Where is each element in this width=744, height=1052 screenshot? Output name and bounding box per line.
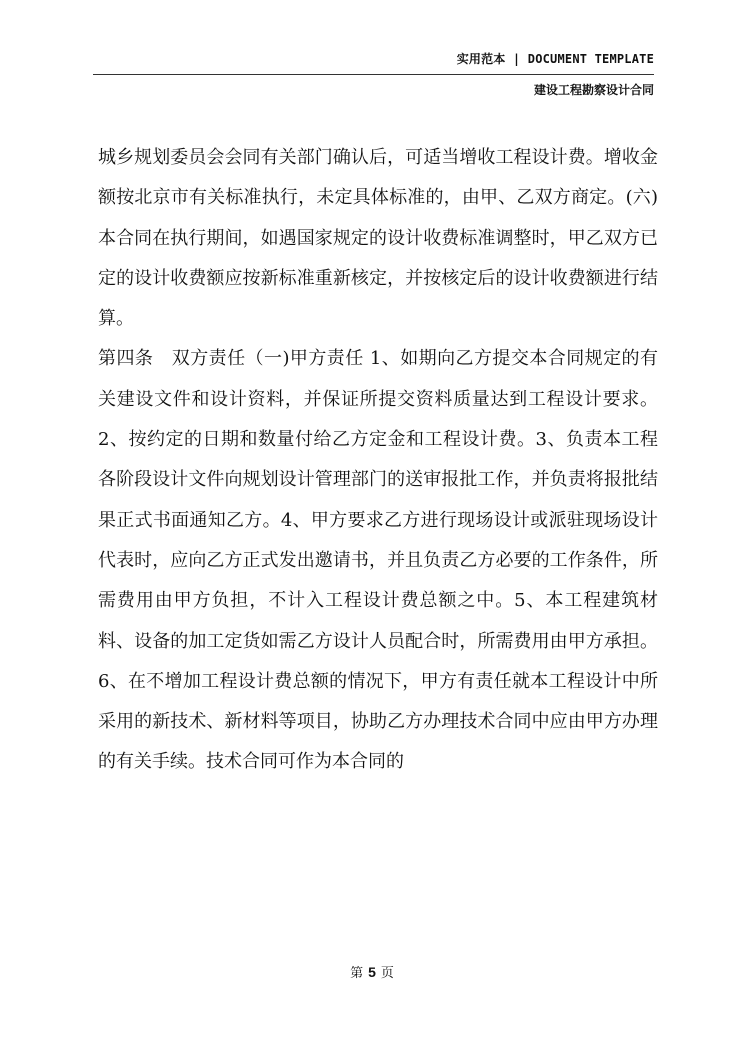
header-brand: 实用范本 | DOCUMENT TEMPLATE <box>456 52 654 66</box>
page-number: 5 <box>368 964 376 980</box>
body-paragraph-2: 第四条 双方责任（一)甲方责任 1、如期向乙方提交本合同规定的有关建设文件和设计资料，并保证所提交资料质量达到工程设计要求。2、按约定的日期和数量付给乙方定金和工程设计费。3、负责本工程各阶段设计文件向规划设计管理部门的送审报批工作，并负责将报批结果正式书面通知乙方。4、甲方要求乙方进行现场设计或派驻现场设计代表时，应向乙方正式发出邀请书，并且负责乙方必要的工作条件，所需费用由甲方负担，不计入工程设计费总额之中。5、本工程建筑材料、设备的加工定货如需乙方设计人员配合时，所需费用由甲方承担。6、在不增加工程设计费总额的情况下，甲方有责任就本工程设计中所采用的新技术、新材料等项目，协助乙方办理技术合同中应由甲方办理的有关手续。技术合同可作为本合同的 <box>98 348 658 773</box>
footer-prefix: 第 <box>350 966 364 981</box>
header-document-title: 建设工程勘察设计合同 <box>533 83 654 97</box>
page-header <box>93 50 654 98</box>
footer-suffix: 页 <box>380 966 394 981</box>
document-body <box>98 138 658 783</box>
header-divider <box>93 74 654 75</box>
page-footer <box>0 962 744 981</box>
body-paragraph-1: 城乡规划委员会会同有关部门确认后，可适当增收工程设计费。增收金额按北京市有关标准执行，未定具体标准的，由甲、乙双方商定。(六)本合同在执行期间，如遇国家规定的设计收费标准调整时，甲乙双方已定的设计收费额应按新标准重新核定，并按核定后的设计收费额进行结算。 <box>98 147 658 330</box>
